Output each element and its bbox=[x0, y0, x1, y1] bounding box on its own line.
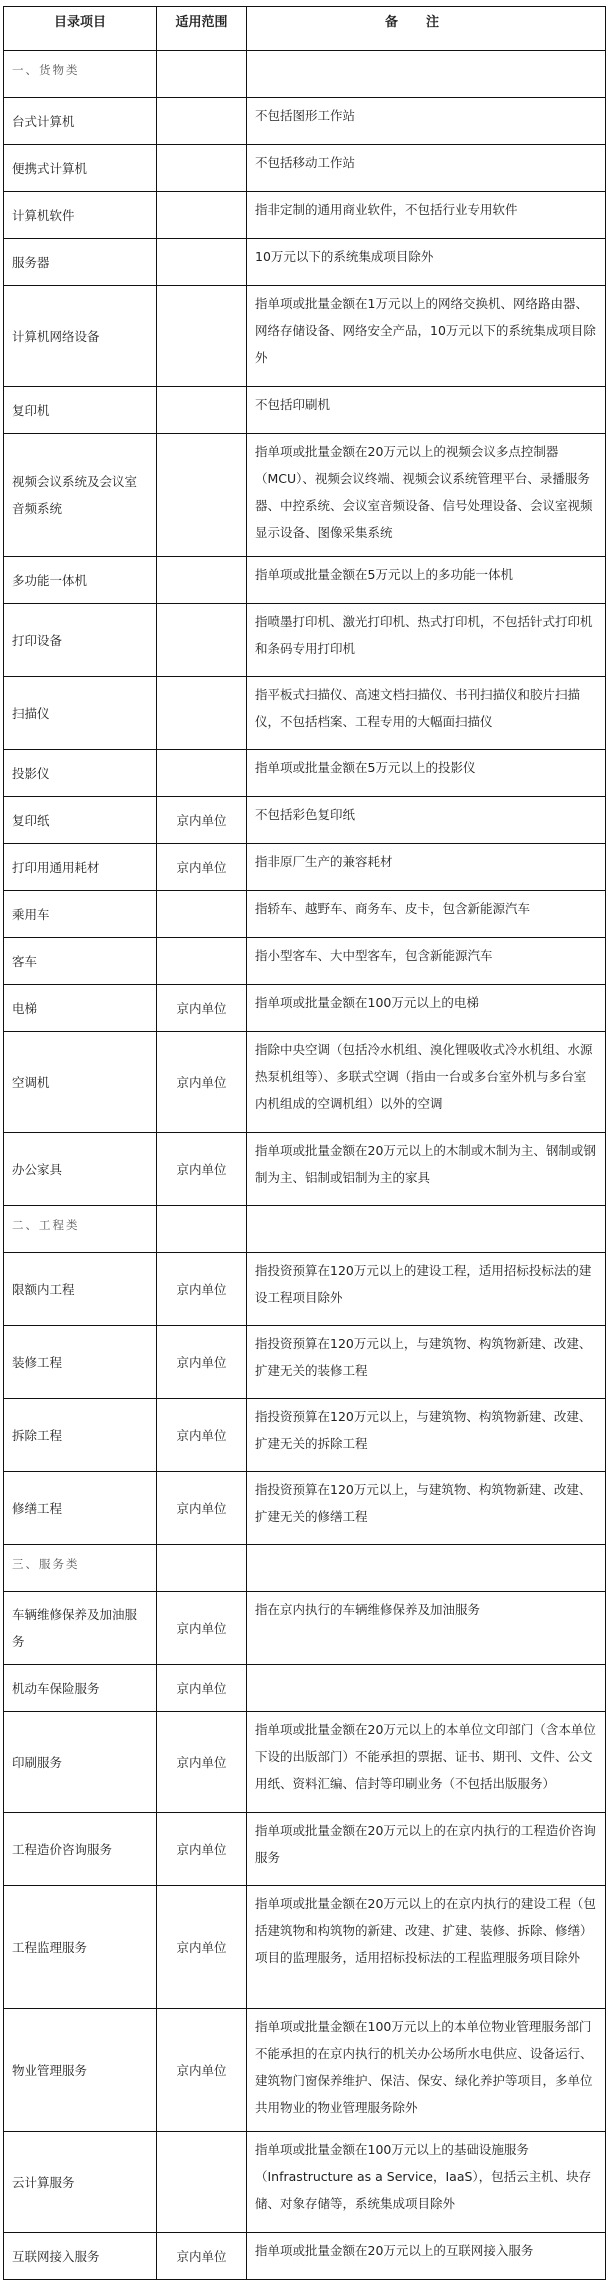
note-cell bbox=[247, 1665, 606, 1712]
note-cell: 不包括移动工作站 bbox=[247, 145, 606, 192]
item-name: 计算机网络设备 bbox=[4, 286, 157, 387]
scope-cell: 京内单位 bbox=[157, 1399, 247, 1472]
note-cell: 指单项或批量金额在20万元以上的互联网接入服务 bbox=[247, 2233, 606, 2280]
item-name: 扫描仪 bbox=[4, 677, 157, 750]
note-cell: 指单项或批量金额在100万元以上的基础设施服务（Infrastructure as a Service，IaaS），包括云主机、块存储、对象存储等，系统集成项目除外 bbox=[247, 2132, 606, 2233]
note-cell: 指在京内执行的车辆维修保养及加油服务 bbox=[247, 1592, 606, 1665]
header-note: 备注 bbox=[247, 7, 606, 51]
table-row bbox=[4, 938, 606, 985]
item-name: 视频会议系统及会议室音频系统 bbox=[4, 434, 157, 557]
table-row bbox=[4, 557, 606, 604]
note-cell: 指非原厂生产的兼容耗材 bbox=[247, 844, 606, 891]
table-row bbox=[4, 1813, 606, 1886]
note-cell: 指投资预算在120万元以上，与建筑物、构筑物新建、改建、扩建无关的修缮工程 bbox=[247, 1472, 606, 1545]
note-cell: 指单项或批量金额在20万元以上的在京内执行的工程造价咨询服务 bbox=[247, 1813, 606, 1886]
scope-cell: 京内单位 bbox=[157, 797, 247, 844]
scope-cell bbox=[157, 286, 247, 387]
item-name: 互联网接入服务 bbox=[4, 2233, 157, 2280]
table-row bbox=[4, 750, 606, 797]
scope-cell bbox=[157, 557, 247, 604]
note-cell bbox=[247, 1206, 606, 1253]
scope-cell: 京内单位 bbox=[157, 2009, 247, 2132]
note-cell: 不包括图形工作站 bbox=[247, 98, 606, 145]
scope-cell bbox=[157, 891, 247, 938]
table-row bbox=[4, 844, 606, 891]
table-row bbox=[4, 98, 606, 145]
category-label: 三、服务类 bbox=[4, 1545, 157, 1592]
note-cell: 10万元以下的系统集成项目除外 bbox=[247, 239, 606, 286]
item-name: 台式计算机 bbox=[4, 98, 157, 145]
category-label: 一、货物类 bbox=[4, 51, 157, 98]
table-row bbox=[4, 192, 606, 239]
scope-cell: 京内单位 bbox=[157, 1253, 247, 1326]
item-name: 空调机 bbox=[4, 1032, 157, 1133]
scope-cell bbox=[157, 387, 247, 434]
scope-cell bbox=[157, 938, 247, 985]
table-row bbox=[4, 604, 606, 677]
category-row bbox=[4, 1206, 606, 1253]
item-name: 打印用通用耗材 bbox=[4, 844, 157, 891]
scope-cell bbox=[157, 434, 247, 557]
note-cell: 指非定制的通用商业软件，不包括行业专用软件 bbox=[247, 192, 606, 239]
scope-cell: 京内单位 bbox=[157, 1133, 247, 1206]
table-row bbox=[4, 1032, 606, 1133]
table-row bbox=[4, 145, 606, 192]
catalog-body bbox=[4, 51, 606, 2280]
scope-cell bbox=[157, 239, 247, 286]
item-name: 云计算服务 bbox=[4, 2132, 157, 2233]
procurement-catalog bbox=[3, 6, 605, 2280]
category-label: 二、工程类 bbox=[4, 1206, 157, 1253]
scope-cell bbox=[157, 750, 247, 797]
item-name: 限额内工程 bbox=[4, 1253, 157, 1326]
item-name: 机动车保险服务 bbox=[4, 1665, 157, 1712]
item-name: 办公家具 bbox=[4, 1133, 157, 1206]
item-name: 复印机 bbox=[4, 387, 157, 434]
scope-cell bbox=[157, 1206, 247, 1253]
note-cell bbox=[247, 1545, 606, 1592]
category-row bbox=[4, 51, 606, 98]
item-name: 拆除工程 bbox=[4, 1399, 157, 1472]
note-cell bbox=[247, 51, 606, 98]
scope-cell bbox=[157, 51, 247, 98]
scope-cell: 京内单位 bbox=[157, 1472, 247, 1545]
item-name: 工程造价咨询服务 bbox=[4, 1813, 157, 1886]
note-cell: 指小型客车、大中型客车，包含新能源汽车 bbox=[247, 938, 606, 985]
table-row bbox=[4, 1399, 606, 1472]
item-name: 物业管理服务 bbox=[4, 2009, 157, 2132]
table-row bbox=[4, 387, 606, 434]
scope-cell: 京内单位 bbox=[157, 1712, 247, 1813]
table-row bbox=[4, 891, 606, 938]
category-row bbox=[4, 1545, 606, 1592]
item-name: 修缮工程 bbox=[4, 1472, 157, 1545]
note-cell: 指单项或批量金额在20万元以上的视频会议多点控制器（MCU）、视频会议终端、视频会议系统管理平台、录播服务器、中控系统、会议室音频设备、信号处理设备、会议室视频显示设备、图像采集系统 bbox=[247, 434, 606, 557]
note-cell: 指单项或批量金额在20万元以上的木制或木制为主、钢制或钢制为主、铝制或铝制为主的家具 bbox=[247, 1133, 606, 1206]
scope-cell: 京内单位 bbox=[157, 1326, 247, 1399]
scope-cell: 京内单位 bbox=[157, 1886, 247, 2009]
item-name: 客车 bbox=[4, 938, 157, 985]
item-name: 打印设备 bbox=[4, 604, 157, 677]
note-cell: 指轿车、越野车、商务车、皮卡，包含新能源汽车 bbox=[247, 891, 606, 938]
note-cell: 指单项或批量金额在20万元以上的本单位文印部门（含本单位下设的出版部门）不能承担的票据、证书、期刊、文件、公文用纸、资料汇编、信封等印刷业务（不包括出版服务） bbox=[247, 1712, 606, 1813]
scope-cell bbox=[157, 677, 247, 750]
table-row bbox=[4, 985, 606, 1032]
note-cell: 指投资预算在120万元以上的建设工程，适用招标投标法的建设工程项目除外 bbox=[247, 1253, 606, 1326]
note-cell: 指平板式扫描仪、高速文档扫描仪、书刊扫描仪和胶片扫描仪，不包括档案、工程专用的大幅面扫描仪 bbox=[247, 677, 606, 750]
item-name: 计算机软件 bbox=[4, 192, 157, 239]
item-name: 乘用车 bbox=[4, 891, 157, 938]
scope-cell bbox=[157, 98, 247, 145]
item-name: 服务器 bbox=[4, 239, 157, 286]
note-cell: 指单项或批量金额在100万元以上的电梯 bbox=[247, 985, 606, 1032]
scope-cell bbox=[157, 145, 247, 192]
scope-cell: 京内单位 bbox=[157, 1813, 247, 1886]
table-row bbox=[4, 1472, 606, 1545]
table-row bbox=[4, 1712, 606, 1813]
item-name: 车辆维修保养及加油服务 bbox=[4, 1592, 157, 1665]
header-scope: 适用范围 bbox=[157, 7, 247, 51]
scope-cell: 京内单位 bbox=[157, 985, 247, 1032]
note-cell: 指单项或批量金额在20万元以上的在京内执行的建设工程（包括建筑物和构筑物的新建、改建、扩建、装修、拆除、修缮）项目的监理服务，适用招标投标法的工程监理服务项目除外 bbox=[247, 1886, 606, 2009]
header-row bbox=[4, 7, 606, 51]
scope-cell bbox=[157, 192, 247, 239]
scope-cell bbox=[157, 2132, 247, 2233]
table-row bbox=[4, 2233, 606, 2280]
item-name: 工程监理服务 bbox=[4, 1886, 157, 2009]
scope-cell: 京内单位 bbox=[157, 2233, 247, 2280]
scope-cell: 京内单位 bbox=[157, 1665, 247, 1712]
table-row bbox=[4, 239, 606, 286]
table-row bbox=[4, 677, 606, 750]
item-name: 复印纸 bbox=[4, 797, 157, 844]
item-name: 印刷服务 bbox=[4, 1712, 157, 1813]
item-name: 装修工程 bbox=[4, 1326, 157, 1399]
table-row bbox=[4, 2132, 606, 2233]
table-row bbox=[4, 797, 606, 844]
table-row bbox=[4, 286, 606, 387]
header-item: 目录项目 bbox=[4, 7, 157, 51]
note-cell: 指单项或批量金额在5万元以上的多功能一体机 bbox=[247, 557, 606, 604]
item-name: 电梯 bbox=[4, 985, 157, 1032]
note-cell: 不包括彩色复印纸 bbox=[247, 797, 606, 844]
item-name: 便携式计算机 bbox=[4, 145, 157, 192]
note-cell: 指单项或批量金额在1万元以上的网络交换机、网络路由器、网络存储设备、网络安全产品，10万元以下的系统集成项目除外 bbox=[247, 286, 606, 387]
note-cell: 不包括印刷机 bbox=[247, 387, 606, 434]
table-row bbox=[4, 2009, 606, 2132]
table-row bbox=[4, 1253, 606, 1326]
table-row bbox=[4, 1326, 606, 1399]
note-cell: 指单项或批量金额在5万元以上的投影仪 bbox=[247, 750, 606, 797]
scope-cell: 京内单位 bbox=[157, 844, 247, 891]
note-cell: 指投资预算在120万元以上，与建筑物、构筑物新建、改建、扩建无关的拆除工程 bbox=[247, 1399, 606, 1472]
table-row bbox=[4, 1133, 606, 1206]
item-name: 多功能一体机 bbox=[4, 557, 157, 604]
scope-cell bbox=[157, 604, 247, 677]
scope-cell bbox=[157, 1545, 247, 1592]
scope-cell: 京内单位 bbox=[157, 1032, 247, 1133]
table-row bbox=[4, 1592, 606, 1665]
scope-cell: 京内单位 bbox=[157, 1592, 247, 1665]
catalog-table bbox=[3, 6, 606, 2280]
note-cell: 指喷墨打印机、激光打印机、热式打印机，不包括针式打印机和条码专用打印机 bbox=[247, 604, 606, 677]
item-name: 投影仪 bbox=[4, 750, 157, 797]
note-cell: 指单项或批量金额在100万元以上的本单位物业管理服务部门不能承担的在京内执行的机关办公场所水电供应、设备运行、建筑物门窗保养维护、保洁、保安、绿化养护等项目，多单位共用物业的物业管理服务除外 bbox=[247, 2009, 606, 2132]
note-cell: 指投资预算在120万元以上，与建筑物、构筑物新建、改建、扩建无关的装修工程 bbox=[247, 1326, 606, 1399]
table-row bbox=[4, 434, 606, 557]
table-row bbox=[4, 1886, 606, 2009]
note-cell: 指除中央空调（包括冷水机组、溴化锂吸收式冷水机组、水源热泵机组等）、多联式空调（指由一台或多台室外机与多台室内机组成的空调机组）以外的空调 bbox=[247, 1032, 606, 1133]
table-row bbox=[4, 1665, 606, 1712]
